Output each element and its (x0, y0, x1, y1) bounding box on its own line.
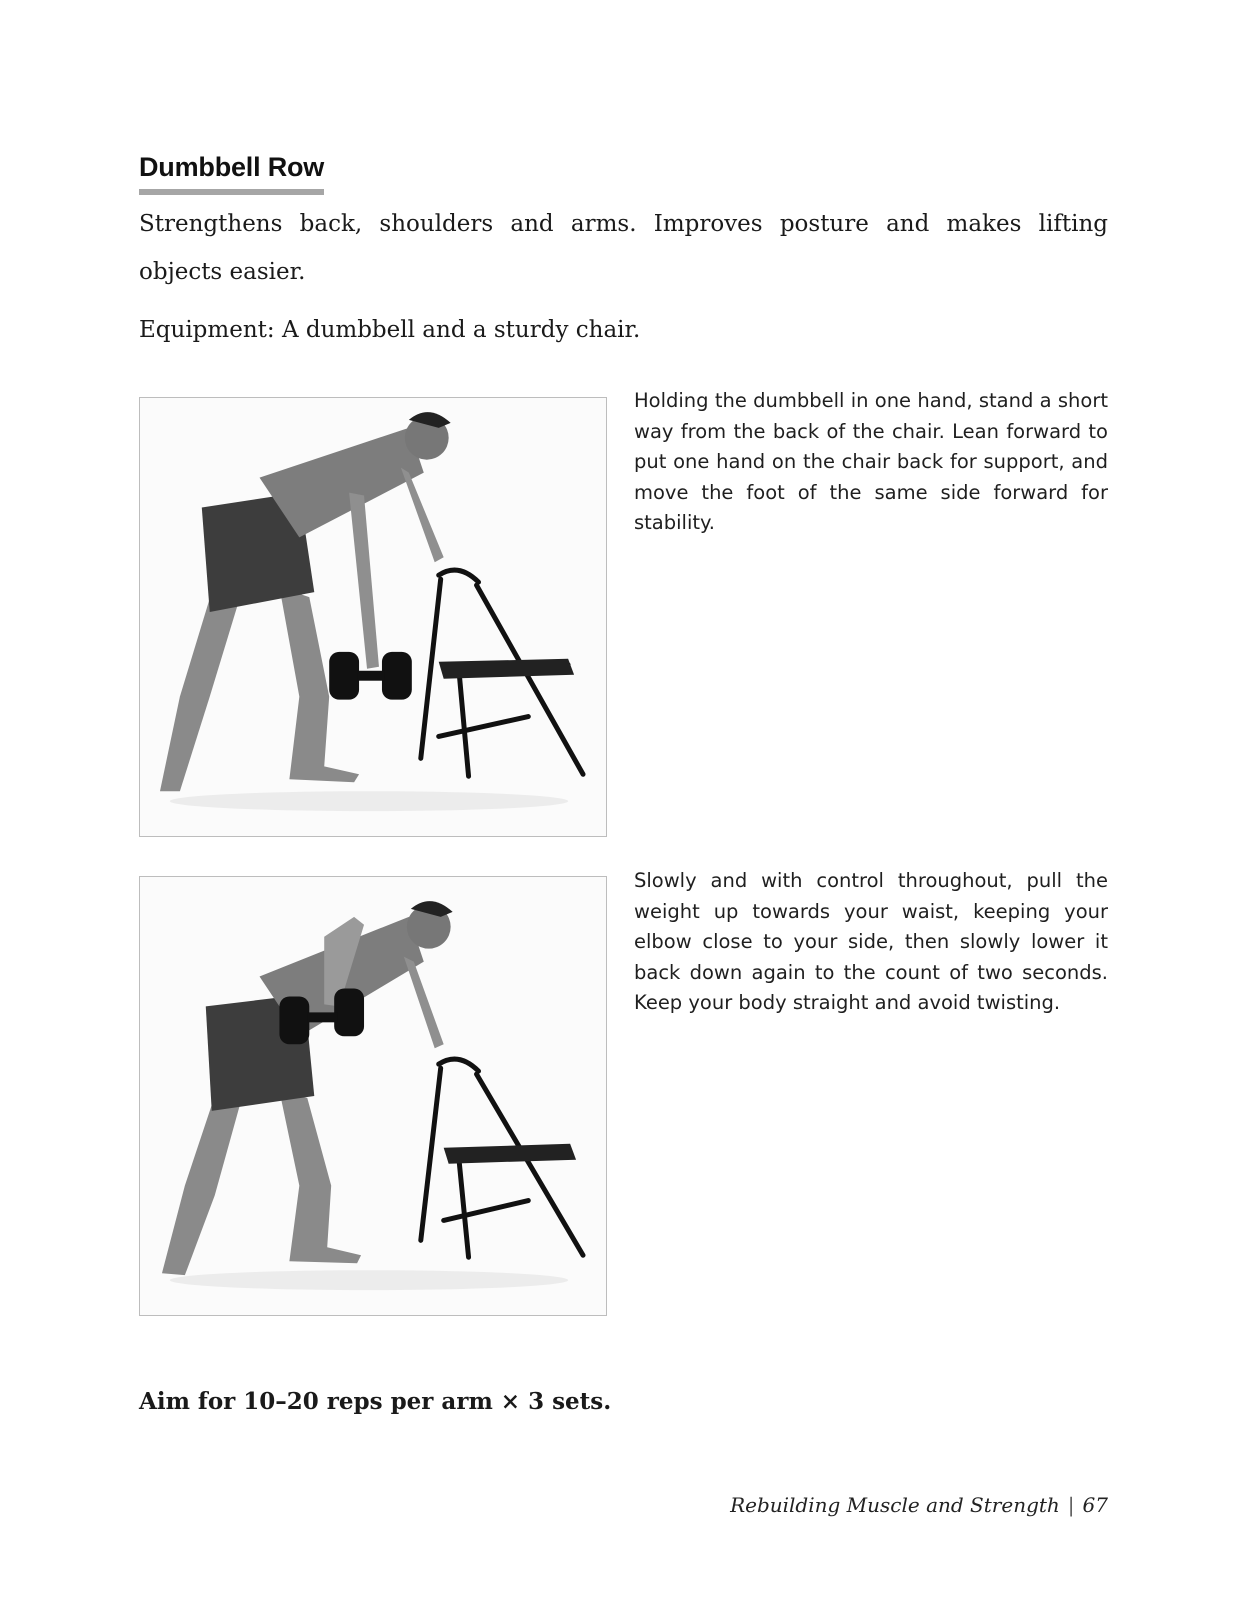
footer-section-title: Rebuilding Muscle and Strength (730, 1493, 1060, 1517)
page-footer (730, 1493, 1108, 1517)
equipment-line: Equipment: A dumbbell and a sturdy chair. (139, 317, 641, 343)
step-1-illustration (140, 398, 606, 836)
page-number: 67 (1082, 1493, 1108, 1517)
step-1-photo (139, 397, 607, 837)
step-2-illustration (140, 877, 606, 1315)
intro-paragraph: Strengthens back, shoulders and arms. Improves posture and makes lifting objects easier. (139, 211, 1108, 285)
step-1-text: Holding the dumbbell in one hand, stand a short way from the back of the chair. Lean forward to put one hand on the chair back for support, and move the foot of the same side forward for stability. (634, 389, 1108, 534)
step-2-text: Slowly and with control throughout, pull the weight up towards your waist, keeping your elbow close to your side, then slowly lower it back down again to the count of two seconds. Keep your body straight and avoid twisting. (634, 869, 1108, 1014)
footer-separator: | (1067, 1493, 1075, 1517)
step-2-photo (139, 876, 607, 1316)
reps-instruction: Aim for 10–20 reps per arm × 3 sets. (139, 1388, 612, 1415)
exercise-title: Dumbbell Row (139, 152, 324, 195)
